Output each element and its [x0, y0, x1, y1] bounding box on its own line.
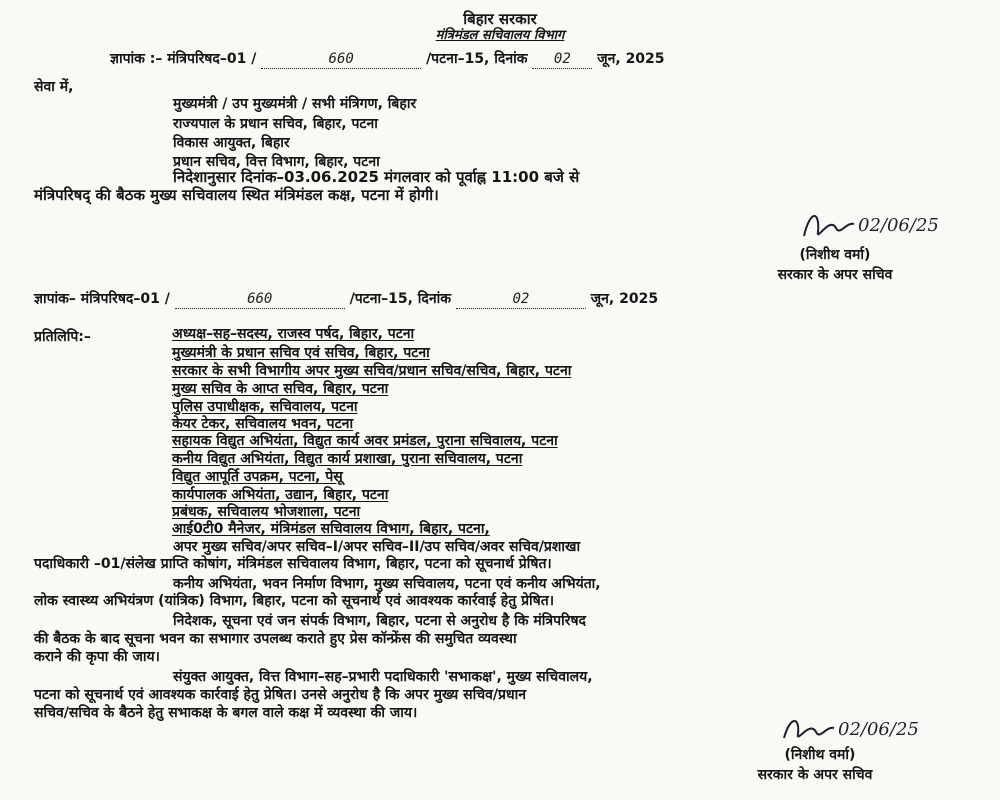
copy-list-item: कार्यपालक अभियंता, उद्यान, बिहार, पटना [172, 487, 389, 503]
copy-label: प्रतिलिपि:– [34, 329, 91, 345]
memo1-reference-line: ज्ञापांक :– मंत्रिपरिषद–01 / 660 /पटना–15, दिनांक 02 जून, 2025 [110, 51, 665, 67]
memo2-signatory-name: (निशीथ वर्मा) [784, 747, 856, 763]
signature-scribble-icon [800, 206, 858, 244]
para4-line1: संयुक्त आयुक्त, वित्त विभाग–सह–प्रभारी पदाधिकारी 'सभाकक्ष', मुख्य सचिवालय, [173, 669, 593, 685]
memo1-signatory-title: सरकार के अपर सचिव [777, 267, 893, 283]
recipient-item: मुख्यमंत्री / उप मुख्यमंत्री / सभी मंत्रिगण, बिहार [173, 96, 417, 112]
memo1-ref-day: 02 [532, 50, 592, 69]
para1-line1: अपर मुख्य सचिव/अपर सचिव–I/अपर सचिव–II/उप सचिव/अवर सचिव/प्रशाखा [173, 539, 581, 555]
meeting-notice-line1: निदेशानुसार दिनांक–03.06.2025 मंगलवार को पूर्वाह्न 11:00 बजे से [173, 168, 580, 186]
copy-list-item: प्रबंधक, सचिवालय भोजशाला, पटना [172, 504, 361, 520]
para2-line1: कनीय अभियंता, भवन निर्माण विभाग, मुख्य सचिवालय, पटना एवं कनीय अभियंता, [173, 576, 601, 592]
memo1-signatory-name: (निशीथ वर्मा) [799, 247, 871, 263]
copy-list-item: कनीय विद्युत अभियंता, विद्युत कार्य प्रशाखा, पुराना सचिवालय, पटना [172, 451, 523, 467]
copy-list-item: अध्यक्ष–सह–सदस्य, राजस्व पर्षद, बिहार, पटना [172, 326, 415, 342]
recipient-item: प्रधान सचिव, वित्त विभाग, बिहार, पटना [173, 154, 380, 170]
para1-line2: पदाधिकारी –01/संलेख प्राप्ति कोषांग, मंत्रिमंडल सचिवालय विभाग, बिहार, पटना को सूचनार्थ प्रेषित। [34, 556, 552, 572]
government-title: बिहार सरकार [463, 10, 537, 28]
signature-scribble-icon [780, 712, 838, 746]
memo1-ref-number: 660 [261, 50, 421, 69]
para4-line3: सचिव/सचिव के बैठने हेतु सभाकक्ष के बगल वाले कक्ष में व्यवस्था की जाय। [34, 705, 418, 721]
meeting-notice-line2: मंत्रिपरिषद् की बैठक मुख्य सचिवालय स्थित मंत्रिमंडल कक्ष, पटना में होगी। [34, 186, 439, 204]
memo2-signatory-title: सरकार के अपर सचिव [757, 767, 873, 783]
copy-list-item: मुख्यमंत्री के प्रधान सचिव एवं सचिव, बिहार, पटना [172, 345, 430, 361]
copy-list-item: केयर टेकर, सचिवालय भवन, पटना [172, 416, 354, 432]
to-label: सेवा में, [34, 79, 74, 95]
copy-list-item: आई0टी0 मैनेजर, मंत्रिमंडल सचिवालय विभाग, बिहार, पटना, [172, 521, 490, 537]
para3-line1: निदेशक, सूचना एवं जन संपर्क विभाग, बिहार, पटना से अनुरोध है कि मंत्रिपरिषद [173, 613, 586, 629]
department-title: मंत्रिमंडल सचिवालय विभाग [435, 28, 565, 43]
recipient-item: विकास आयुक्त, बिहार [173, 135, 290, 151]
memo2-ref-number: 660 [175, 290, 345, 309]
memo2-reference-line: ज्ञापांक– मंत्रिपरिषद–01 / 660 /पटना–15, दिनांक 02 जून, 2025 [34, 291, 659, 307]
memo2-signature: 02/06/25 [780, 712, 919, 746]
para2-line2: लोक स्वास्थ्य अभियंत्रण (यांत्रिक) विभाग, बिहार, पटना को सूचनार्थ एवं आवश्यक कार्रवाई हेतु प्रेषित। [34, 593, 555, 609]
recipient-item: राज्यपाल के प्रधान सचिव, बिहार, पटना [173, 116, 378, 132]
memo2-ref-day: 02 [456, 290, 586, 309]
para4-line2: पटना को सूचनार्थ एवं आवश्यक कार्रवाई हेतु प्रेषित। उनसे अनुरोध है कि अपर मुख्य सचिव/प्रधान [34, 687, 526, 703]
copy-list-item: विद्युत आपूर्ति उपक्रम, पटना, पेसू [172, 469, 343, 485]
para3-line3: कराने की कृपा की जाय। [34, 649, 160, 665]
copy-list-item: मुख्य सचिव के आप्त सचिव, बिहार, पटना [172, 381, 389, 397]
copy-list-item: पुलिस उपाधीक्षक, सचिवालय, पटना [172, 399, 358, 415]
copy-list-item: सहायक विद्युत अभियंता, विद्युत कार्य अवर प्रमंडल, पुराना सचिवालय, पटना [172, 433, 558, 449]
copy-list-item: सरकार के सभी विभागीय अपर मुख्य सचिव/प्रधान सचिव/सचिव, बिहार, पटना [172, 363, 572, 379]
memo1-signature: 02/06/25 [800, 206, 939, 244]
para3-line2: की बैठक के बाद सूचना भवन का सभागार उपलब्ध कराते हुए प्रेस कॉन्फ्रेंस की समुचित व्यवस्था [34, 631, 517, 647]
